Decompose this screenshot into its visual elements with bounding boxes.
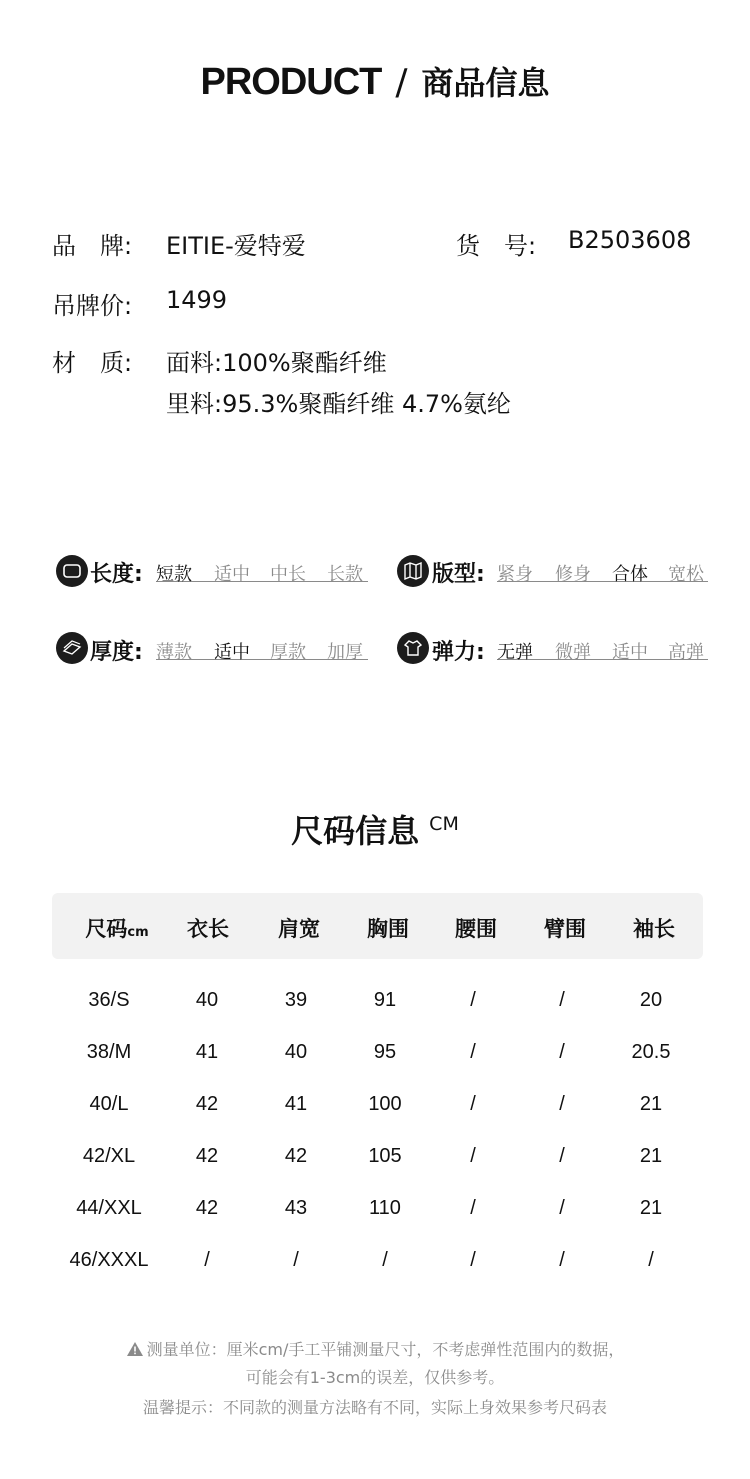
option-length-short: 短款 <box>156 564 192 585</box>
table-cell: / <box>648 1249 654 1271</box>
table-cell: 105 <box>368 1145 402 1167</box>
table-cell: / <box>204 1249 210 1271</box>
length-icon <box>56 555 88 587</box>
option-thickness-thin: 薄款 <box>156 642 192 663</box>
option-thickness-medium: 适中 <box>214 642 250 663</box>
material-lining: 里料:95.3%聚酯纤维 4.7%氨纶 <box>166 390 511 418</box>
warning-icon <box>126 1341 144 1361</box>
note-measure-text: 测量单位：厘米cm/手工平铺测量尺寸，不考虑弹性范围内的数据， <box>146 1340 625 1359</box>
table-cell: / <box>470 1249 476 1271</box>
note-line-2: 可能会有1-3cm的误差，仅供参考。 <box>245 1368 505 1387</box>
table-cell: 40/L <box>89 1093 129 1115</box>
table-cell: 42 <box>195 1197 219 1219</box>
title-cn: 商品信息 <box>421 64 550 102</box>
table-cell: / <box>470 1197 476 1219</box>
option-length-medium: 适中 <box>214 564 250 585</box>
table-cell: / <box>559 1197 565 1219</box>
table-cell: 39 <box>284 989 308 1011</box>
table-cell: / <box>559 989 565 1011</box>
table-cell: 20 <box>639 989 663 1011</box>
note-line-3: 温馨提示：不同款的测量方法略有不同，实际上身效果参考尺码表 <box>142 1398 607 1417</box>
thickness-icon <box>56 632 88 664</box>
attr-label-elasticity: 弹力: <box>432 640 485 665</box>
table-cell: / <box>559 1093 565 1115</box>
attr-label-fit: 版型: <box>432 562 485 587</box>
attr-options-fit <box>497 560 708 584</box>
note-line-1 <box>0 1337 750 1361</box>
option-length-long: 长款 <box>327 564 363 585</box>
price-value: 1499 <box>166 286 228 314</box>
header-size <box>72 913 162 943</box>
table-cell: / <box>559 1249 565 1271</box>
table-cell: 21 <box>639 1197 663 1219</box>
table-cell: 20.5 <box>631 1041 671 1063</box>
table-cell: 40 <box>195 989 219 1011</box>
option-fit-loose: 宽松 <box>668 564 704 585</box>
table-cell: 41 <box>284 1093 308 1115</box>
table-cell: / <box>470 989 476 1011</box>
price-label: 吊牌价: <box>52 292 133 320</box>
header-chest: 胸围 <box>367 917 409 941</box>
table-cell: 100 <box>368 1093 402 1115</box>
option-length-mid-long: 中长 <box>270 564 306 585</box>
table-cell: / <box>470 1145 476 1167</box>
table-cell: 46/XXXL <box>69 1249 149 1271</box>
header-size-label: 尺码 <box>85 917 128 941</box>
fit-icon <box>397 555 429 587</box>
attr-label-length: 长度: <box>90 562 143 587</box>
header-size-unit: cm <box>127 925 149 940</box>
option-fit-tight: 紧身 <box>497 564 533 585</box>
page-title <box>0 58 750 104</box>
table-cell: 42 <box>195 1093 219 1115</box>
table-cell: / <box>559 1145 565 1167</box>
table-cell: 42 <box>195 1145 219 1167</box>
table-cell: 95 <box>373 1041 397 1063</box>
table-cell: / <box>559 1041 565 1063</box>
table-cell: 21 <box>639 1145 663 1167</box>
header-length: 衣长 <box>187 917 229 941</box>
title-en: PRODUCT <box>200 61 382 103</box>
table-cell: 38/M <box>86 1041 132 1063</box>
attr-options-length <box>156 560 368 584</box>
option-fit-slim: 修身 <box>555 564 591 585</box>
option-elasticity-slight: 微弹 <box>555 642 591 663</box>
table-cell: 42 <box>284 1145 308 1167</box>
brand-label: 品 牌: <box>52 232 133 260</box>
attr-options-elasticity <box>497 638 708 662</box>
header-waist: 腰围 <box>455 917 497 941</box>
size-section-title <box>0 806 750 852</box>
header-shoulder: 肩宽 <box>278 917 320 941</box>
table-cell: / <box>382 1249 388 1271</box>
attr-label-thickness: 厚度: <box>90 640 143 665</box>
title-separator: / <box>395 62 408 103</box>
table-cell: 41 <box>195 1041 219 1063</box>
elasticity-icon <box>397 632 429 664</box>
header-arm: 臂围 <box>544 917 586 941</box>
brand-value: EITIE-爱特爱 <box>166 232 306 260</box>
size-title: 尺码信息 <box>291 812 420 850</box>
table-cell: / <box>470 1041 476 1063</box>
attr-options-thickness <box>156 638 368 662</box>
table-cell: 43 <box>284 1197 308 1219</box>
header-sleeve: 袖长 <box>633 917 675 941</box>
option-elasticity-medium: 适中 <box>612 642 648 663</box>
table-cell: 91 <box>373 989 397 1011</box>
material-fabric: 面料:100%聚酯纤维 <box>166 349 387 377</box>
table-cell: 44/XXL <box>76 1197 142 1219</box>
table-cell: / <box>293 1249 299 1271</box>
option-thickness-extra: 加厚 <box>327 642 363 663</box>
table-cell: 21 <box>639 1093 663 1115</box>
sku-label: 货 号: <box>456 232 537 260</box>
material-label: 材 质: <box>52 349 133 377</box>
table-cell: / <box>470 1093 476 1115</box>
table-cell: 110 <box>369 1197 401 1219</box>
option-elasticity-none: 无弹 <box>497 642 533 663</box>
table-cell: 42/XL <box>82 1145 136 1167</box>
option-fit-regular: 合体 <box>612 564 648 585</box>
size-unit: CM <box>429 813 459 835</box>
sku-value: B2503608 <box>568 226 692 254</box>
table-cell: 40 <box>284 1041 308 1063</box>
table-cell: 36/S <box>88 989 130 1011</box>
option-elasticity-high: 高弹 <box>668 642 704 663</box>
option-thickness-thick: 厚款 <box>270 642 306 663</box>
